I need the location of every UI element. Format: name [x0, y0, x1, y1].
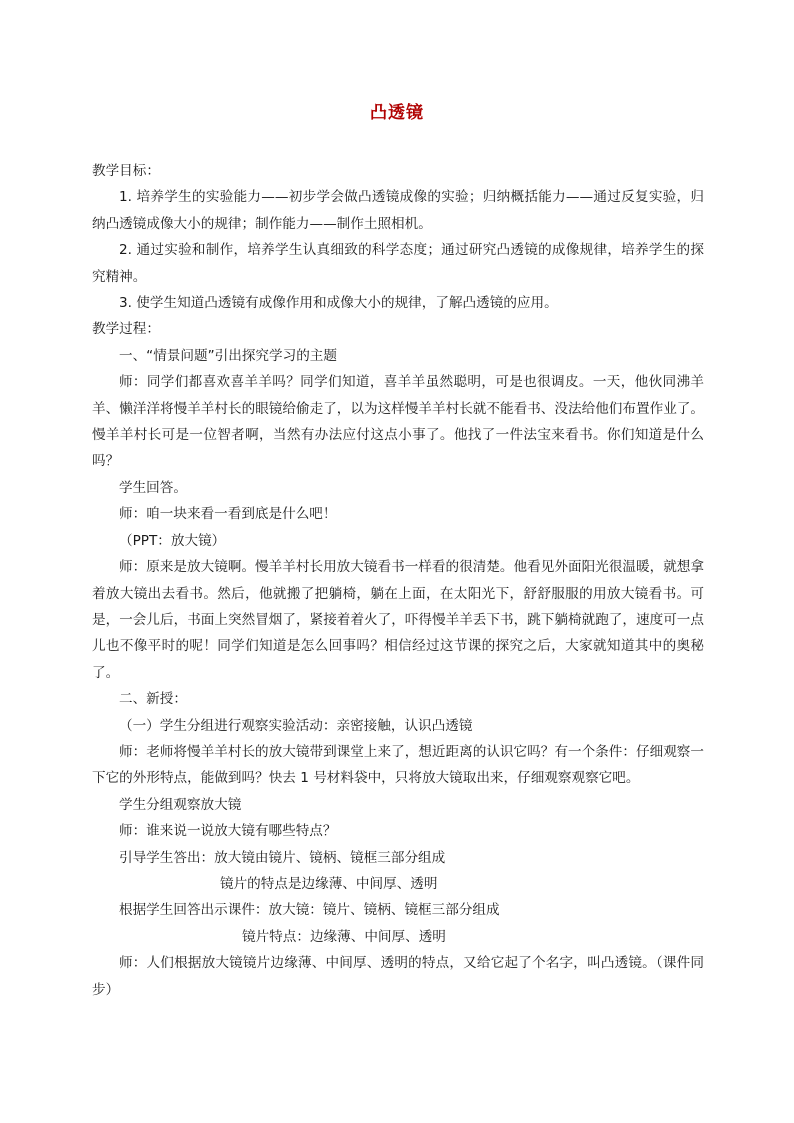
document-body: [92, 158, 704, 1003]
paragraph-teacher-naming: 师：人们根据放大镜镜片边缘薄、中间厚、透明的特点，又给它起了个名字，叫凸透镜。（课件同步）: [92, 955, 704, 998]
paragraph-student-answer: 学生回答。: [119, 479, 187, 496]
paragraph-teacher-observe: 师：老师将慢羊羊村长的放大镜带到课堂上来了，想近距离的认识它吗？有一个条件：仔细观察一下它的外形特点，能做到吗？快去 1 号材料袋中，只将放大镜取出来，仔细观察观察它吧。: [92, 743, 704, 787]
paragraph-teacher-question: 师：谁来说一说放大镜有哪些特点？: [119, 823, 337, 840]
paragraph-guide-answer: 引导学生答出：放大镜由镜片、镜柄、镜框三部分组成: [119, 849, 446, 866]
paragraph-section-2-heading: 二、新授：: [119, 691, 187, 708]
paragraph-activity-heading: （一）学生分组进行观察实验活动：亲密接触，认识凸透镜: [119, 717, 473, 734]
paragraph-teacher-look: 师：咱一块来看一看到底是什么吧！: [119, 506, 337, 523]
document-title: 凸透镜: [370, 103, 424, 123]
paragraph-section-1-heading: 一、“情景问题”引出探究学习的主题: [119, 347, 337, 364]
paragraph-objective-1: 1. 培养学生的实验能力——初步学会做凸透镜成像的实验；归纳概括能力——通过反复实验，归纳凸透镜成像大小的规律；制作能力——制作土照相机。: [92, 189, 704, 232]
paragraph-process-heading: 教学过程：: [92, 321, 160, 338]
paragraph-objectives-heading: 教学目标：: [92, 163, 160, 179]
paragraph-teacher-story: 师：原来是放大镜啊。慢羊羊村长用放大镜看书一样看的很清楚。他看见外面阳光很温暖，就想拿着放大镜出去看书。然后，他就搬了把躺椅，躺在上面，在太阳光下，舒舒服服的用放大镜看书。可是，一会儿后，书面上突然冒烟了，紧接着着火了，吓得慢羊羊丢下书，跳下躺椅就跑了，速度可一点儿也不像平时的呢！同学们知道是怎么回事吗？相信经过这节课的探究之后，大家就知道其中的奥秘了。: [92, 559, 704, 681]
paragraph-group-observe: 学生分组观察放大镜: [119, 796, 242, 813]
paragraph-lens-features: 镜片的特点是边缘薄、中间厚、透明: [220, 875, 438, 892]
paragraph-lens-features-2: 镜片特点：边缘薄、中间厚、透明: [242, 928, 446, 945]
paragraph-objective-2: 2. 通过实验和制作，培养学生认真细致的科学态度；通过研究凸透镜的成像规律，培养学生的探究精神。: [92, 242, 704, 285]
paragraph-courseware: 根据学生回答出示课件：放大镜：镜片、镜柄、镜框三部分组成: [119, 902, 500, 919]
paragraph-teacher-intro: 师：同学们都喜欢喜羊羊吗？同学们知道，喜羊羊虽然聪明，可是也很调皮。一天，他伙同沸羊羊、懒洋洋将慢羊羊村长的眼镜给偷走了，以为这样慢羊羊村长就不能看书、没法给他们布置作业了。慢羊羊村长可是一位智者啊，当然有办法应付这点小事了。他找了一件法宝来看书。你们知道是什么吗？: [92, 374, 704, 470]
paragraph-ppt-note: （PPT：放大镜）: [119, 532, 226, 549]
paragraph-objective-3: 3. 使学生知道凸透镜有成像作用和成像大小的规律，了解凸透镜的应用。: [119, 295, 558, 312]
